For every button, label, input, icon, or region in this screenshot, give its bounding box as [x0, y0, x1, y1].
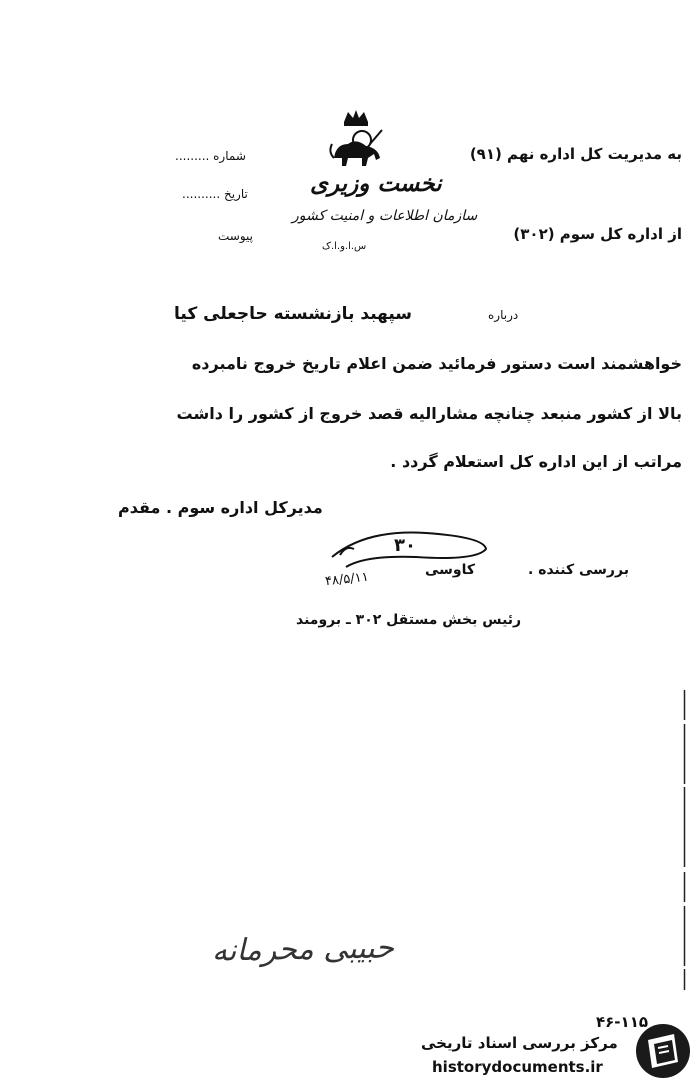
page-number: ۴۶-۱۱۵	[596, 1013, 649, 1031]
addressee-line: به مدیریت کل اداره نهم (۹۱)	[469, 145, 682, 163]
body-line-3: مراتب از این اداره کل استعلام گردد .	[390, 452, 682, 471]
sender-line: از اداره کل سوم (۳۰۲)	[513, 225, 682, 243]
number-label: شماره .........	[175, 149, 246, 163]
section-chief-line: رئیس بخش مستقل ۳۰۲ ـ برومند	[296, 612, 522, 628]
reviewer-label: بررسی کننده .	[528, 562, 629, 578]
body-line-2: بالا از کشور منبعد چنانچه مشارالیه قصد خروج از کشور را داشت	[176, 404, 682, 423]
watermark-url: historydocuments.ir	[432, 1058, 603, 1076]
date-label: تاریخ ..........	[182, 187, 248, 201]
lion-and-sun-emblem-icon	[326, 108, 386, 172]
archive-logo-icon	[634, 1022, 692, 1080]
review-date: ۴۸/۵/۱۱	[324, 569, 370, 590]
review-mark: ۳۰	[394, 535, 416, 556]
org-abbreviation: س.ا.و.ا.ک	[322, 241, 367, 252]
scan-edge-line	[683, 690, 686, 990]
watermark-title: مرکز بررسی اسناد تاریخی	[421, 1034, 618, 1052]
signatory-line: مدیرکل اداره سوم . مقدم	[118, 498, 323, 517]
attachment-label: پیوست	[218, 229, 253, 243]
subject-text: سپهبد بازنشسته حاجعلی کیا	[174, 304, 413, 324]
org-name-primary: نخست وزیری	[310, 170, 442, 197]
subject-label: درباره	[488, 308, 519, 322]
org-name-secondary: سازمان اطلاعات و امنیت کشور	[292, 208, 478, 224]
reviewer-name: کاوسی	[425, 562, 476, 578]
body-line-1: خواهشمند است دستور فرمائید ضمن اعلام تاریخ خروج نامبرده	[191, 354, 682, 373]
handwritten-classification: حبیبی محرمانه	[211, 930, 395, 969]
